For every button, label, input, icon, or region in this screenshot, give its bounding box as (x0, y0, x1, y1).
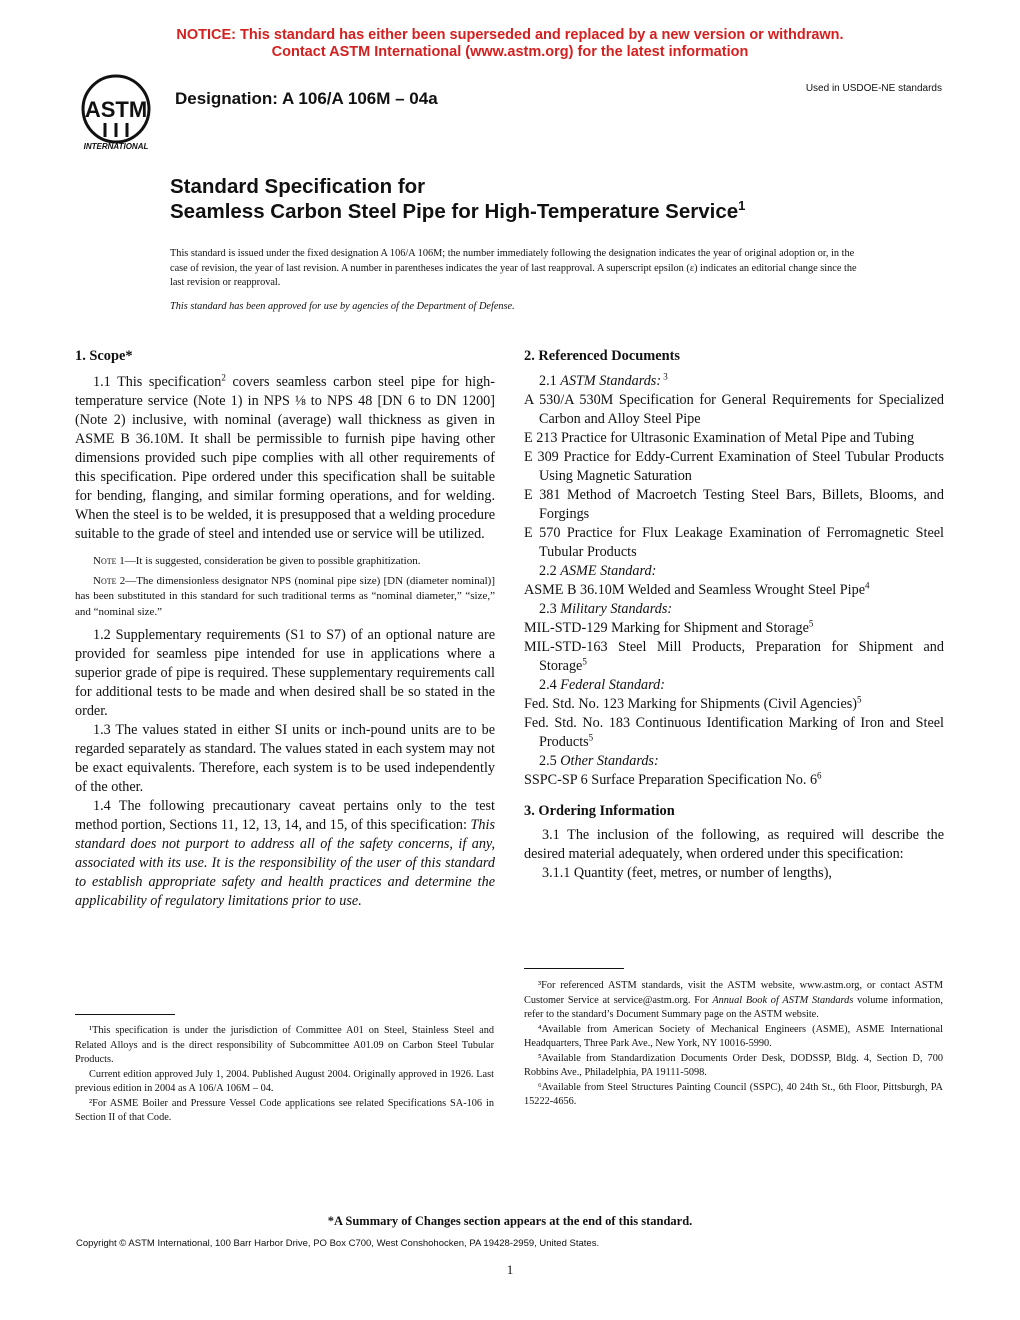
section-1-heading: 1. Scope* (75, 348, 133, 364)
logo-text: ASTM (84, 97, 148, 122)
subsection-2-4: 2.4 Federal Standard: (539, 677, 665, 693)
note-2: Note 2—The dimensionless designator NPS (nominal pipe size) [DN (diameter nominal)] has been substituted in this standard for such traditional terms as “nominal diameter,” “size,” and “nominal size.” (75, 574, 495, 618)
notice-line-1: NOTICE: This standard has either been superseded and replaced by a new version or withdrawn. (176, 27, 844, 43)
section-3-heading: 3. Ordering Information (524, 803, 675, 819)
footnote-4: ⁴Available from American Society of Mechanical Engineers (ASME), ASME International Headquarters, Three Park Ave., New York, NY 10016-5990. (524, 1023, 943, 1049)
title-line-1: Standard Specification for (170, 175, 426, 198)
footnote-5: ⁵Available from Standardization Documents Order Desk, DODSSP, Bldg. 4, Section D, 700 Robbins Ave., Philadelphia, PA 19111-5098. (524, 1052, 943, 1078)
subsection-2-5: 2.5 Other Standards: (539, 753, 659, 769)
summary-note: *A Summary of Changes section appears at the end of this standard. (327, 1214, 693, 1228)
footnote-2: ²For ASME Boiler and Pressure Vessel Code applications see related Specifications SA-106 in Section II of that Code. (75, 1097, 494, 1123)
page-number: 1 (506, 1262, 514, 1277)
footnotes-right (524, 979, 943, 1110)
paragraph-1-2: 1.2 Supplementary requirements (S1 to S7) of an optional nature are provided for seamless pipe intended for use in applications where a superior grade of pipe is required. These supplementary requirements call for additional tests to be made and when desired shall be so stated in the order. (75, 627, 495, 719)
subsection-2-2: 2.2 ASME Standard: (539, 563, 657, 579)
section-2-heading: 2. Referenced Documents (524, 348, 680, 364)
footnote-1b: Current edition approved July 1, 2004. Published August 2004. Originally approved in 1926. Last previous edition in 2004 as A 106/A 106M – 04. (75, 1068, 494, 1094)
left-column (75, 347, 495, 911)
ref-item: MIL-STD-163 Steel Mill Products, Preparation for Shipment and Storage$^5$ (524, 639, 944, 674)
title-line-2: Seamless Carbon Steel Pipe for High-Temperature Service (170, 200, 739, 223)
footnote-3: ³For referenced ASTM standards, visit the ASTM website, www.astm.org, or contact ASTM Customer Service at service@astm.org. For Annual Book of ASTM Standards volume information, refer to the standard’s Document Summary page on the ASTM website. (524, 980, 943, 1020)
ref-item: Fed. Std. No. 123 Marking for Shipments (Civil Agencies)$^5$ (524, 694, 862, 712)
used-in-label: Used in USDOE-NE standards (805, 83, 942, 94)
designation: Designation: A 106/A 106M – 04a (175, 89, 438, 108)
footnote-rule-right (524, 968, 624, 969)
paragraph-1-3: 1.3 The values stated in either SI units or inch-pound units are to be regarded separately as standard. The values stated in each system may not be exact equivalents. Therefore, each system is to be used independently of the other. (75, 722, 495, 795)
document-title (170, 174, 745, 224)
footnotes-left (75, 1024, 494, 1126)
paragraph-3-1: 3.1 The inclusion of the following, as required will describe the desired material adequately, when ordered under this specification: (524, 827, 944, 862)
ref-item: E 381 Method of Macroetch Testing Steel Bars, Billets, Blooms, and Forgings (524, 487, 944, 522)
copyright: Copyright © ASTM International, 100 Barr Harbor Drive, PO Box C700, West Conshohocken, PA 19428-2959, United States. (76, 1238, 600, 1249)
paragraph-1-1: 1.1 This specification$^2$ covers seamless carbon steel pipe for high-temperature service (Note 1) in NPS ⅛ to NPS 48 [DN 6 to DN 1200] (Note 2) inclusive, with nominal (average) wall thickness as given in ASME B 36.10M. It shall be permissible to furnish pipe having other dimensions provided such pipe complies with all other requirements of this specification. Pipe ordered under this specification shall be suitable for bending, flanging, and similar forming operations, and for welding. When the steel is to be welded, it is presupposed that a welding procedure suitable to the grade of steel and intended use or service will be utilized. (75, 372, 495, 542)
ref-item: MIL-STD-129 Marking for Shipment and Storage$^5$ (524, 618, 814, 636)
ref-item: E 213 Practice for Ultrasonic Examination of Metal Pipe and Tubing (524, 430, 915, 446)
astm-logo (70, 73, 162, 153)
subsection-2-1: 2.1 ASTM Standards: $^3$ (539, 371, 668, 389)
ref-item: E 309 Practice for Eddy-Current Examination of Steel Tubular Products Using Magnetic Saturation (524, 449, 944, 484)
title-footnote-mark: 1 (738, 198, 746, 214)
logo-subtext: INTERNATIONAL (83, 142, 149, 151)
footnote-rule-left (75, 1014, 175, 1015)
ref-item: A 530/A 530M Specification for General Requirements for Specialized Carbon and Alloy Steel Pipe (524, 392, 944, 427)
subsection-2-3: 2.3 Military Standards: (539, 601, 673, 617)
ref-item: SSPC-SP 6 Surface Preparation Specification No. $6^6$ (524, 770, 822, 788)
ref-item: Fed. Std. No. 183 Continuous Identification Marking of Iron and Steel Products$^5$ (524, 715, 944, 750)
notice-line-2: Contact ASTM International (www.astm.org) for the latest information (271, 44, 749, 60)
ref-item: ASME B 36.10M Welded and Seamless Wrought Steel Pipe$^4$ (524, 580, 870, 598)
right-column (524, 347, 944, 883)
ref-item: E 570 Practice for Flux Leakage Examination of Ferromagnetic Steel Tubular Products (524, 525, 944, 560)
footnote-6: ⁶Available from Steel Structures Painting Council (SSPC), 40 24th St., 6th Floor, Pittsburgh, PA 15222-4656. (524, 1081, 943, 1107)
paragraph-1-4: 1.4 The following precautionary caveat pertains only to the test method portion, Sections 11, 12, 13, 14, and 15, of this specification: This standard does not purport to address all of the safety concerns, if any, associated with its use. It is the responsibility of the user of this standard to establish appropriate safety and health practices and determine the applicability of regulatory limitations prior to use. (75, 798, 495, 909)
note-1: Note 1—It is suggested, consideration be given to possible graphitization. (93, 555, 421, 567)
issued-statement: This standard is issued under the fixed designation A 106/A 106M; the number immediately following the designation indicates the year of original adoption or, in the case of revision, the year of last revision. A number in parentheses indicates the year of last reapproval. A superscript epsilon (ε) indicates an editorial change since the last revision or reapproval. (170, 248, 857, 288)
footnote-1: ¹This specification is under the jurisdiction of Committee A01 on Steel, Stainless Steel and Related Alloys and is the direct responsibility of Subcommittee A01.09 on Carbon Steel Tubular Products. (75, 1025, 494, 1065)
defense-statement: This standard has been approved for use by agencies of the Department of Defense. (170, 301, 515, 312)
paragraph-3-1-1: 3.1.1 Quantity (feet, metres, or number of lengths), (542, 865, 832, 881)
